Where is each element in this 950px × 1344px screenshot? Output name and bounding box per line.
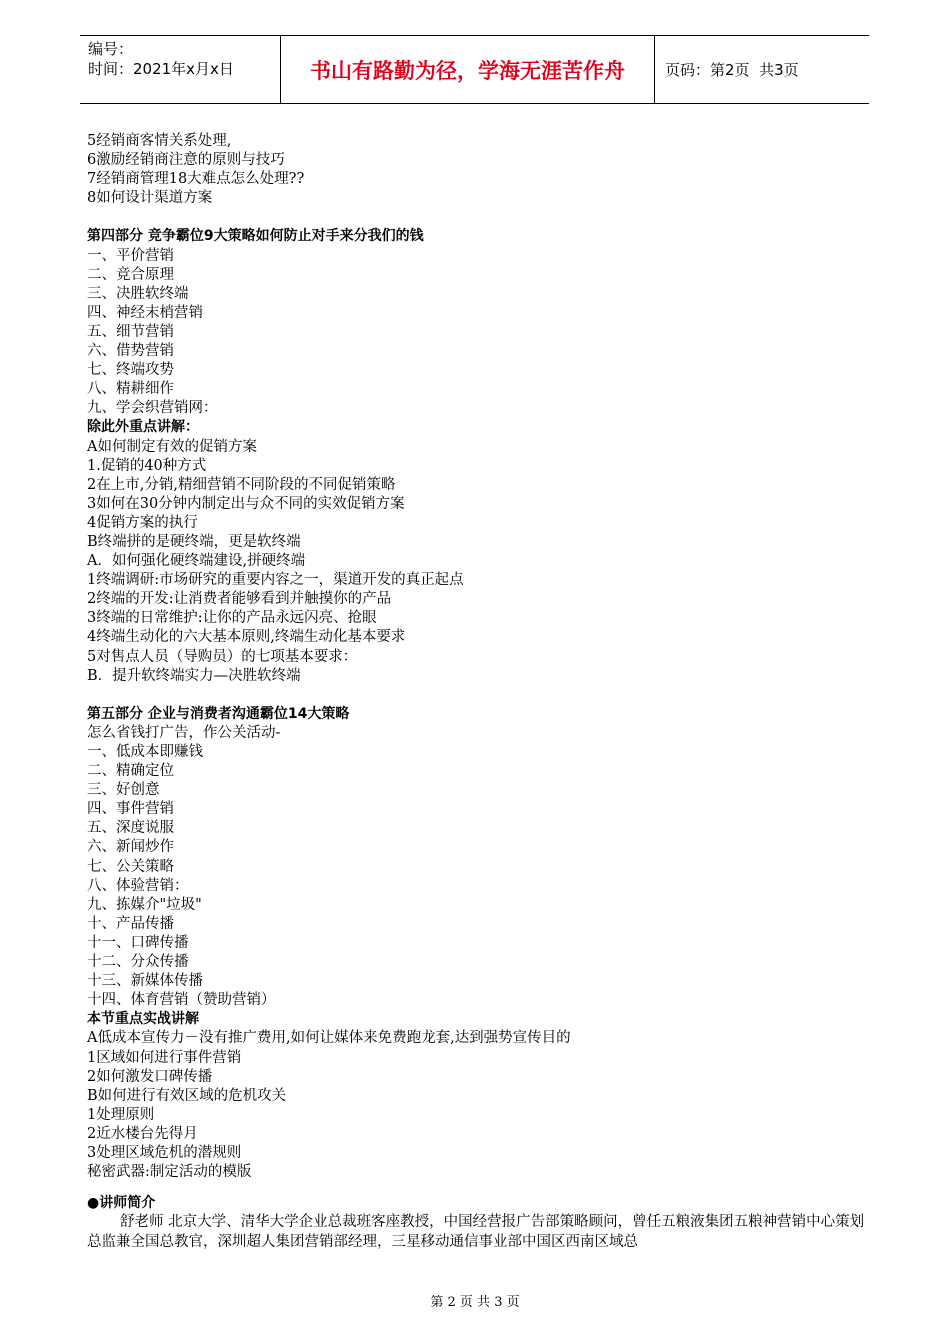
list-item: 8如何设计渠道方案 — [87, 190, 213, 207]
page-info-text: 页码：第2页 共3页 — [665, 61, 799, 79]
list-item: 5经销商客情关系处理, — [87, 133, 232, 149]
list-item: 六、新闻炒作 — [87, 839, 174, 856]
list-item: 十二、分众传播 — [87, 954, 189, 971]
list-item: 七、终端攻势 — [87, 362, 174, 379]
header-meta — [80, 36, 280, 103]
list-item: 秘密武器:制定活动的模版 — [87, 1164, 252, 1181]
document-body — [87, 132, 867, 1252]
list-item: 4终端生动化的六大基本原则,终端生动化基本要求 — [87, 629, 406, 646]
lecturer-title: ●讲师简介 — [87, 1195, 156, 1212]
list-item: 一、平价营销 — [87, 247, 174, 264]
section5-extra-title: 本节重点实战讲解 — [87, 1011, 199, 1028]
list-item: 九、学会织营销网： — [87, 400, 218, 417]
list-item: 2近水楼台先得月 — [87, 1125, 198, 1142]
list-item: 2在上市,分销,精细营销不同阶段的不同促销策略 — [87, 476, 396, 493]
list-item: 3终端的日常维护:让你的产品永远闪亮、抢眼 — [87, 610, 377, 627]
list-item: 十三、新媒体传播 — [87, 973, 203, 990]
section5-extra-list — [87, 1029, 867, 1182]
list-item: 七、公关策略 — [87, 858, 174, 875]
list-item: 六、借势营销 — [87, 343, 174, 360]
section4-extra-list — [87, 438, 867, 686]
list-item: 四、神经末梢营销 — [87, 304, 203, 321]
list-item: 十四、体育营销（赞助营销） — [87, 992, 276, 1009]
list-item: 2如何激发口碑传播 — [87, 1068, 213, 1085]
list-item: 二、精确定位 — [87, 763, 174, 780]
list-item: A．如何强化硬终端建设,拼硬终端 — [87, 553, 306, 570]
lecturer-text: 舒老师 北京大学、清华大学企业总裁班客座教授，中国经营报广告部策略顾问，曾任五粮液集团五粮神营销中心策划总监兼全国总教官，深圳超人集团营销部经理，三星移动通信事业部中国区西南区域总 — [87, 1214, 865, 1250]
channel-list — [87, 132, 867, 208]
list-item: 三、好创意 — [87, 782, 160, 799]
list-item: 八、精耕细作 — [87, 381, 174, 398]
list-item: 八、体验营销： — [87, 877, 189, 894]
list-item: 3处理区域危机的潜规则 — [87, 1144, 242, 1161]
list-item: 五、细节营销 — [87, 323, 174, 340]
list-item: B如何进行有效区域的危机攻关 — [87, 1087, 287, 1104]
list-item: 十一、口碑传播 — [87, 934, 189, 951]
header-page-info — [655, 36, 869, 103]
list-item: 十、产品传播 — [87, 915, 174, 932]
list-item: 3如何在30分钟内制定出与众不同的实效促销方案 — [87, 495, 405, 512]
list-item: 三、决胜软终端 — [87, 285, 189, 302]
list-item: 1.促销的40种方式 — [87, 457, 207, 474]
section4-extra-title: 除此外重点讲解： — [87, 419, 199, 436]
list-item: 2终端的开发:让消费者能够看到并触摸你的产品 — [87, 591, 392, 608]
list-item: A如何制定有效的促销方案 — [87, 438, 257, 455]
list-item: 1处理原则 — [87, 1106, 155, 1123]
list-item: B．提升软终端实力—决胜软终端 — [87, 667, 301, 684]
list-item: 1终端调研:市场研究的重要内容之一，渠道开发的真正起点 — [87, 572, 464, 589]
section4-list — [87, 247, 867, 419]
number-label: 编号： — [88, 40, 134, 58]
list-item: 怎么省钱打广告，作公关活动- — [87, 724, 281, 741]
time-label: 时间：2021年x月x日 — [88, 60, 234, 78]
list-item: 四、事件营销 — [87, 801, 174, 818]
section5-list — [87, 724, 867, 1010]
list-item: A低成本宣传力－没有推广费用,如何让媒体来免费跑龙套,达到强势宣传目的 — [87, 1030, 571, 1047]
list-item: 7经销商管理18大难点怎么处理?? — [87, 171, 305, 188]
list-item: 一、低成本即赚钱 — [87, 744, 203, 760]
list-item: 二、竞合原理 — [87, 266, 174, 283]
list-item: 4促销方案的执行 — [87, 514, 198, 531]
header-motto: 书山有路勤为径，学海无涯苦作舟 — [280, 36, 655, 103]
page-header — [80, 35, 869, 104]
list-item: B终端拼的是硬终端，更是软终端 — [87, 533, 301, 550]
list-item: 1区域如何进行事件营销 — [87, 1049, 242, 1066]
list-item: 5对售点人员（导购员）的七项基本要求： — [87, 648, 358, 665]
section5-title: 第五部分 企业与消费者沟通霸位14大策略 — [87, 705, 350, 722]
page-footer: 第 2 页 共 3 页 — [430, 1295, 520, 1310]
list-item: 6激励经销商注意的原则与技巧 — [87, 152, 285, 169]
list-item: 九、拣媒介"垃圾" — [87, 896, 202, 913]
section4-title: 第四部分 竞争霸位9大策略如何防止对手来分我们的钱 — [87, 228, 424, 245]
list-item: 五、深度说服 — [87, 820, 174, 837]
